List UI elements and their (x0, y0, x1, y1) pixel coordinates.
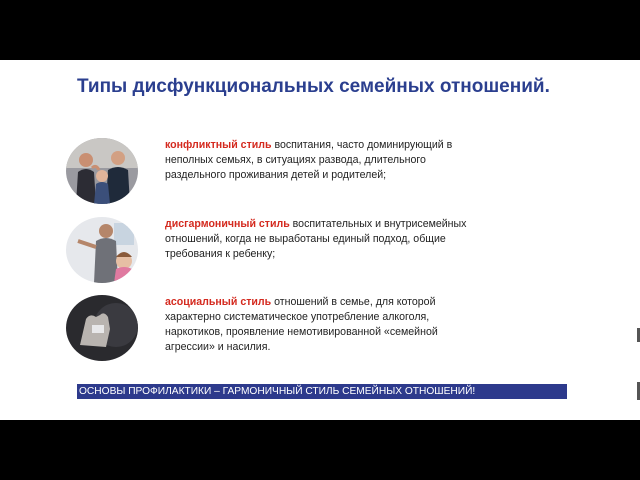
item-keyword: дисгармоничный стиль (165, 218, 290, 230)
item-keyword: конфликтный стиль (165, 139, 272, 151)
item-text (165, 217, 485, 262)
item-keyword: асоциальный стиль (165, 296, 272, 308)
item-text (165, 138, 485, 183)
family-conflict-photo (66, 138, 138, 204)
item-text (165, 295, 485, 355)
stop-violence-hand-photo (66, 295, 138, 361)
slide (0, 60, 640, 420)
item-description: отношений в семье, для которой характерно систематическое употребление алкоголя, наркотиков, проявление немотивированной «семейной агрессии» и насилия. (165, 296, 438, 353)
scolding-parent-photo (66, 217, 138, 283)
item-description: воспитательных и внутрисемейных отношений, когда не выработаны единый подход, общие требования к ребенку; (165, 218, 467, 260)
prevention-banner: ОСНОВЫ ПРОФИЛАКТИКИ – ГАРМОНИЧНЫЙ СТИЛЬ СЕМЕЙНЫХ ОТНОШЕНИЙ! (77, 384, 567, 399)
slide-title: Типы дисфункциональных семейных отношений. (77, 76, 550, 97)
item-description: воспитания, часто доминирующий в неполных семьях, в ситуациях развода, длительного раздельного проживания детей и родителей; (165, 139, 453, 181)
